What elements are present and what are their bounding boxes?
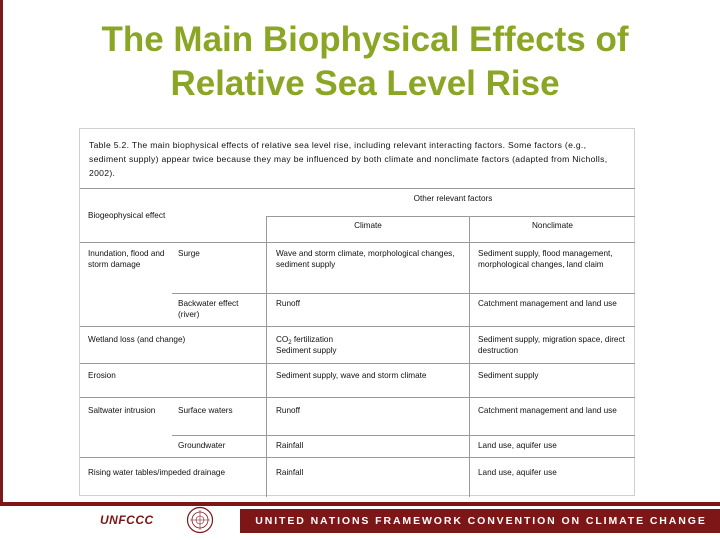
- header-bottom-rule: [80, 242, 635, 243]
- footer-org-name: UNITED NATIONS FRAMEWORK CONVENTION ON CLIMATE CHANGE: [255, 515, 707, 527]
- row-rule: [172, 435, 635, 436]
- effect-rising-water-tables: Rising water tables/impeded drainage: [88, 468, 225, 477]
- surge-climate: Wave and storm climate, morphological changes, sediment supply: [276, 249, 455, 269]
- effect-backwater: Backwater effect (river): [178, 299, 239, 319]
- erosion-climate: Sediment supply, wave and storm climate: [276, 371, 427, 380]
- surface-nonclimate: Catchment management and land use: [478, 406, 617, 415]
- groundwater-nonclimate: Land use, aquifer use: [478, 441, 557, 450]
- rising-climate: Rainfall: [276, 468, 304, 477]
- effect-surge: Surge: [178, 249, 200, 258]
- groundwater-climate: Rainfall: [276, 441, 304, 450]
- un-emblem-icon: [186, 506, 214, 534]
- slide-title: [20, 18, 710, 106]
- effect-saltwater-intrusion: Saltwater intrusion: [88, 406, 156, 415]
- header-divider: [266, 216, 635, 217]
- row-rule: [80, 397, 635, 398]
- unfccc-logo: UNFCCC: [100, 513, 154, 527]
- backwater-nonclimate: Catchment management and land use: [478, 299, 617, 308]
- erosion-nonclimate: Sediment supply: [478, 371, 539, 380]
- header-other-factors: Other relevant factors: [413, 194, 493, 203]
- caption-divider: [80, 188, 635, 189]
- co2-suffix: fertilization: [291, 335, 334, 344]
- column-rule: [469, 216, 470, 497]
- header-climate: Climate: [354, 221, 382, 230]
- row-rule: [172, 293, 635, 294]
- backwater-climate: Runoff: [276, 299, 300, 308]
- left-accent-rule: [0, 0, 3, 540]
- co2-subscript: 2: [288, 340, 292, 346]
- effect-surface-waters: Surface waters: [178, 406, 233, 415]
- effect-groundwater: Groundwater: [178, 441, 226, 450]
- effect-wetland-loss: Wetland loss (and change): [88, 335, 186, 344]
- co2-prefix: CO: [276, 335, 289, 344]
- slide-title-line2: Relative Sea Level Rise: [170, 64, 560, 103]
- effect-inundation: Inundation, flood and storm damage: [88, 249, 165, 269]
- header-biogeo-effect: Biogeophysical effect: [88, 211, 166, 220]
- row-rule: [80, 363, 635, 364]
- wetland-climate: [276, 335, 464, 356]
- wetland-climate-line2: Sediment supply: [276, 345, 337, 355]
- row-rule: [80, 457, 635, 458]
- slide-title-line1: The Main Biophysical Effects of: [101, 20, 629, 59]
- surge-nonclimate: Sediment supply, flood management, morphological changes, land claim: [478, 249, 613, 269]
- table-caption: Table 5.2. The main biophysical effects of relative sea level rise, including relevant interacting factors. Some factors (e.g., sediment supply) appear twice because they may be influenced by both climate and nonclimate factors (adapted from Nicholls, 2002).: [89, 140, 608, 178]
- table-panel: [79, 128, 635, 496]
- wetland-nonclimate: Sediment supply, migration space, direct destruction: [478, 335, 625, 355]
- header-nonclimate: Nonclimate: [532, 221, 573, 230]
- column-rule: [266, 216, 267, 497]
- rising-nonclimate: Land use, aquifer use: [478, 468, 557, 477]
- footer: [0, 502, 720, 540]
- effect-erosion: Erosion: [88, 371, 116, 380]
- footer-top-strip: [0, 502, 720, 506]
- row-rule: [80, 326, 635, 327]
- surface-climate: Runoff: [276, 406, 300, 415]
